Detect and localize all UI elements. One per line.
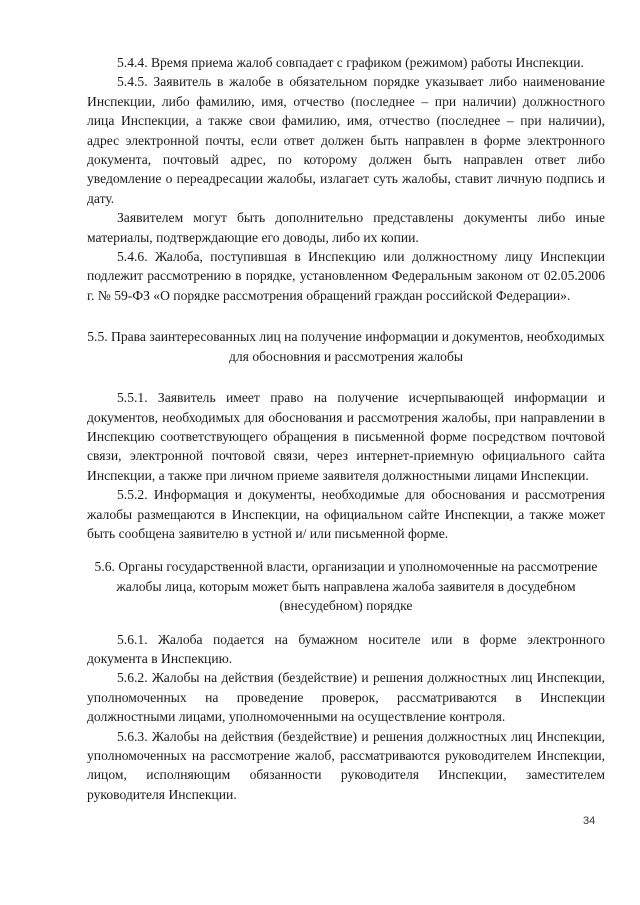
section-heading-5-6: 5.6. Органы государственной власти, организации и уполномоченные на рассмотрение жалобы лица, которым может быть направлена жалоба заявителя в досудебном (внесудебном) порядке	[94, 559, 598, 614]
paragraph-5-4-5: 5.4.5. Заявитель в жалобе в обязательном порядке указывает либо наименование Инспекции, либо фамилию, имя, отчество (последнее – при наличии) должностного лица Инспекции, а также свои фамилию, имя, отчество (последнее – при наличии), адрес электронной почты, если ответ должен быть направлен в форме электронного документа, почтовый адрес, по которому должен быть направлен ответ либо уведомление о переадресации жалобы, излагает суть жалобы, ставит личную подпись и дату.	[87, 74, 605, 206]
paragraph-5-4-4: 5.4.4. Время приема жалоб совпадает с графиком (режимом) работы Инспекции.	[117, 55, 584, 70]
document-page	[87, 53, 605, 804]
spacer	[87, 616, 605, 630]
spacer	[87, 305, 605, 327]
paragraph-5-5-1: 5.5.1. Заявитель имеет право на получение исчерпывающей информации и документов, необходимых для обоснования и рассмотрения жалобы, при направлении в Инспекцию соответствующего обращения в письменной форме посредством почтовой связи, электронной почтовой связи, через интернет-приемную официального сайта Инспекции, а также при личном приеме заявителя должностными лицами Инспекции.	[87, 390, 605, 483]
paragraph-5-5-2: 5.5.2. Информация и документы, необходимые для обоснования и рассмотрения жалобы размещаются в Инспекции, на официальном сайте Инспекции, а также может быть сообщена заявителю в устной и/ или письменной форме.	[87, 487, 605, 541]
spacer	[87, 366, 605, 388]
paragraph-5-6-2: 5.6.2. Жалобы на действия (бездействие) и решения должностных лиц Инспекции, уполномоченных на проведение проверок, рассматриваются в Инспекции должностными лицами, уполномоченными на осуществление контроля.	[87, 670, 605, 725]
paragraph-5-4-6: 5.4.6. Жалоба, поступившая в Инспекцию или должностному лицу Инспекции подлежит рассмотрению в порядке, установленном Федеральным законом от 02.05.2006 г. № 59-ФЗ «О порядке рассмотрения обращений граждан российской Федерации».	[87, 249, 605, 303]
page-number: 34	[583, 815, 596, 827]
paragraph-5-6-1: 5.6.1. Жалоба подается на бумажном носителе или в форме электронного документа в Инспекцию.	[87, 631, 605, 666]
spacer	[87, 543, 605, 557]
paragraph-5-6-3: 5.6.3. Жалобы на действия (бездействие) и решения должностных лиц Инспекции, уполномоченных на рассмотрение жалоб, рассматриваются руководителем Инспекции, лицом, исполняющим обязанности руководителя Инспекции, заместителем руководителя Инспекции.	[87, 728, 605, 802]
paragraph-additional-documents: Заявителем могут быть дополнительно представлены документы либо иные материалы, подтверждающие его доводы, либо их копии.	[87, 210, 605, 245]
section-heading-5-5: 5.5. Права заинтересованных лиц на получение информации и документов, необходимых для обосновния и рассмотрения жалобы	[87, 329, 605, 364]
